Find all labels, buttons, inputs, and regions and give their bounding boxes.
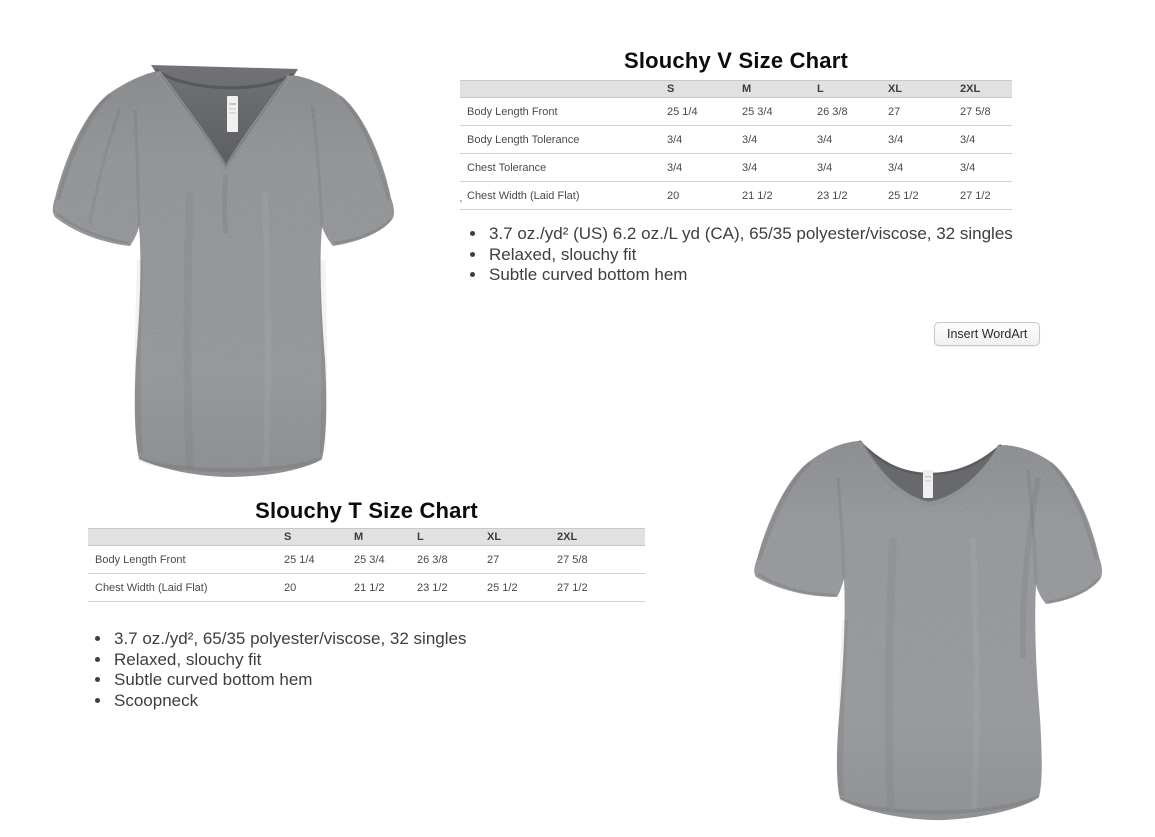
- cell[interactable]: 20: [665, 182, 740, 210]
- t-chart-title[interactable]: Slouchy T Size Chart: [255, 498, 478, 523]
- cell[interactable]: 3/4: [958, 126, 1012, 154]
- table-row: [460, 182, 1012, 210]
- row-label[interactable]: Body Length Front: [88, 546, 282, 574]
- cell[interactable]: 25 1/4: [282, 546, 352, 574]
- t-col-header-2xl[interactable]: 2XL: [555, 529, 645, 546]
- bullet-item[interactable]: • 3.7 oz./yd² (US) 6.2 oz./L yd (CA), 65/35 polyester/viscose, 32 singles: [487, 224, 1019, 245]
- cell[interactable]: 3/4: [958, 154, 1012, 182]
- t-col-header-xl[interactable]: XL: [485, 529, 555, 546]
- cell[interactable]: 27 1/2: [958, 182, 1012, 210]
- bullet-item[interactable]: • Relaxed, slouchy fit: [112, 650, 542, 671]
- cell[interactable]: 3/4: [665, 154, 740, 182]
- v-col-header-blank[interactable]: [460, 81, 665, 98]
- row-label[interactable]: Chest Width (Laid Flat): [460, 182, 665, 210]
- v-col-header-xl[interactable]: XL: [886, 81, 958, 98]
- table-row: [460, 98, 1012, 126]
- table-row: [460, 154, 1012, 182]
- v-col-header-s[interactable]: S: [665, 81, 740, 98]
- cell[interactable]: 27 5/8: [555, 546, 645, 574]
- row-label[interactable]: Chest Tolerance: [460, 154, 665, 182]
- t-product-bullets[interactable]: [88, 629, 542, 711]
- scoop-neck-shirt-image[interactable]: [738, 408, 1118, 835]
- cell[interactable]: 23 1/2: [415, 574, 485, 602]
- cell[interactable]: 26 3/8: [415, 546, 485, 574]
- table-row: [88, 546, 645, 574]
- v-neck-shirt-image[interactable]: [40, 48, 405, 498]
- bullet-item[interactable]: • 3.7 oz./yd², 65/35 polyester/viscose, 32 singles: [112, 629, 542, 650]
- t-col-header-blank[interactable]: [88, 529, 282, 546]
- v-neck-shirt-graphic: [40, 48, 405, 498]
- cell[interactable]: 3/4: [886, 126, 958, 154]
- cell[interactable]: 27 5/8: [958, 98, 1012, 126]
- v-col-header-m[interactable]: M: [740, 81, 815, 98]
- cell[interactable]: 27 1/2: [555, 574, 645, 602]
- cell[interactable]: 21 1/2: [352, 574, 415, 602]
- cell[interactable]: 25 1/2: [485, 574, 555, 602]
- cell[interactable]: 3/4: [815, 126, 886, 154]
- bullet-item[interactable]: • Relaxed, slouchy fit: [487, 245, 1019, 266]
- cell[interactable]: 23 1/2: [815, 182, 886, 210]
- v-col-header-l[interactable]: L: [815, 81, 886, 98]
- cell[interactable]: 20: [282, 574, 352, 602]
- cell[interactable]: 25 3/4: [352, 546, 415, 574]
- table-row: [88, 574, 645, 602]
- table-row: [460, 126, 1012, 154]
- neck-tag: [923, 470, 933, 498]
- v-chart-title[interactable]: Slouchy V Size Chart: [623, 48, 849, 73]
- bullet-item[interactable]: • Subtle curved bottom hem: [112, 670, 542, 691]
- cell[interactable]: 25 1/2: [886, 182, 958, 210]
- row-label[interactable]: Body Length Front: [460, 98, 665, 126]
- v-size-chart-table[interactable]: [460, 80, 1012, 210]
- t-col-header-s[interactable]: S: [282, 529, 352, 546]
- cell[interactable]: 3/4: [665, 126, 740, 154]
- t-col-header-m[interactable]: M: [352, 529, 415, 546]
- row-label[interactable]: Body Length Tolerance: [460, 126, 665, 154]
- cell[interactable]: 27: [485, 546, 555, 574]
- cell[interactable]: 26 3/8: [815, 98, 886, 126]
- cell[interactable]: 25 1/4: [665, 98, 740, 126]
- v-product-bullets[interactable]: [460, 224, 1019, 286]
- t-col-header-l[interactable]: L: [415, 529, 485, 546]
- scoop-neck-shirt-graphic: [738, 408, 1118, 835]
- insert-wordart-button[interactable]: Insert WordArt: [934, 322, 1040, 346]
- cell[interactable]: 21 1/2: [740, 182, 815, 210]
- v-col-header-2xl[interactable]: 2XL: [958, 81, 1012, 98]
- cell[interactable]: 3/4: [740, 126, 815, 154]
- t-size-chart-table[interactable]: [88, 528, 645, 602]
- v-table-header-row: [460, 81, 1012, 98]
- cell[interactable]: 25 3/4: [740, 98, 815, 126]
- neck-tag: [227, 96, 238, 132]
- cell[interactable]: 3/4: [886, 154, 958, 182]
- cell[interactable]: 3/4: [815, 154, 886, 182]
- bullet-item[interactable]: • Scoopneck: [112, 691, 542, 712]
- stray-cursor-mark: ': [460, 199, 462, 210]
- t-table-header-row: [88, 529, 645, 546]
- row-label[interactable]: Chest Width (Laid Flat): [88, 574, 282, 602]
- cell[interactable]: 27: [886, 98, 958, 126]
- cell[interactable]: 3/4: [740, 154, 815, 182]
- bullet-item[interactable]: • Subtle curved bottom hem: [487, 265, 1019, 286]
